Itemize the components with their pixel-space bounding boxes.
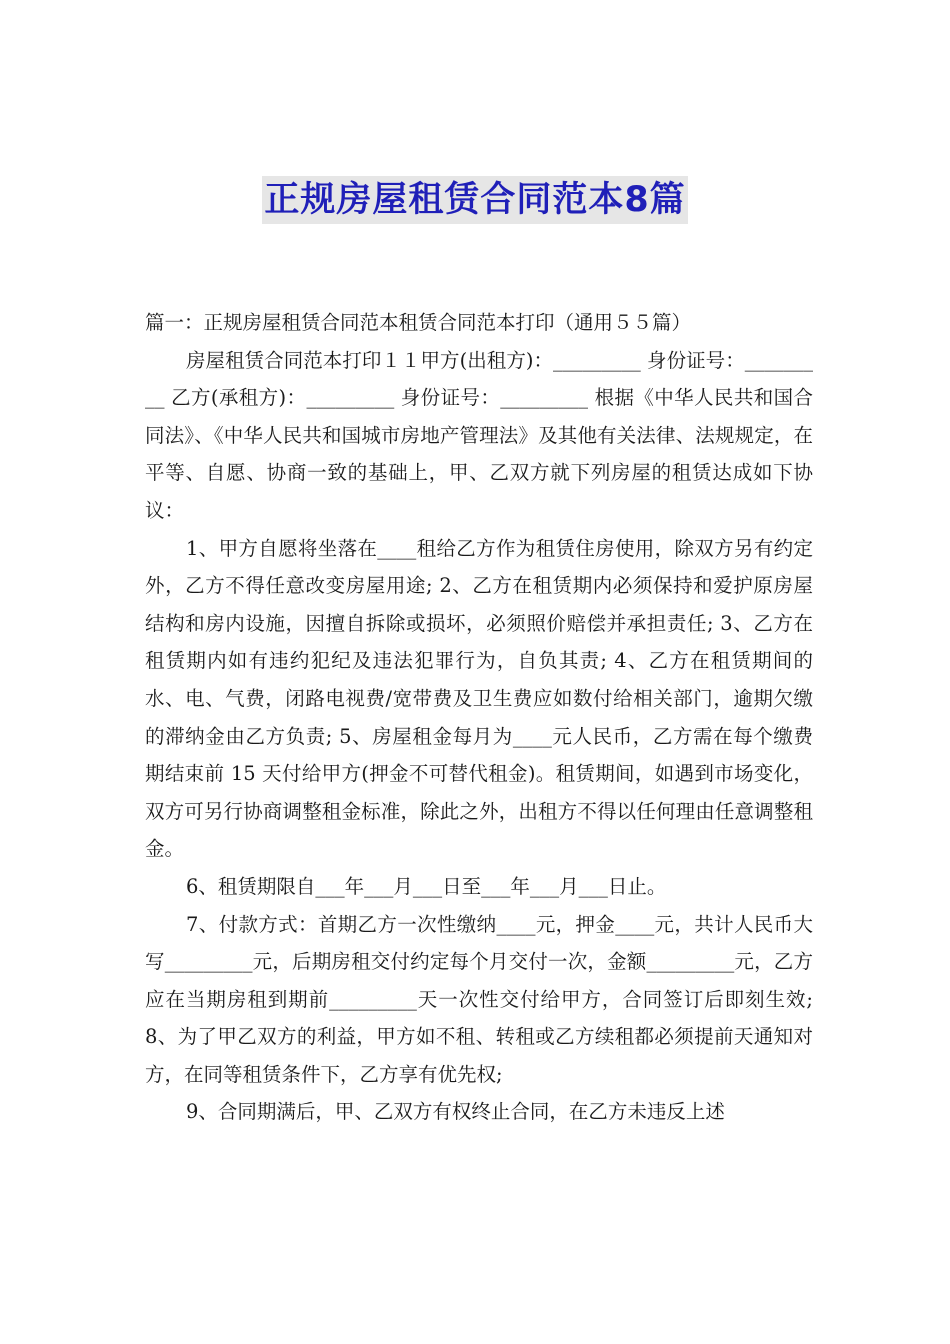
title-container bbox=[0, 176, 950, 224]
document-title: 正规房屋租赁合同范本8篇 bbox=[262, 176, 687, 224]
paragraph-section-heading: 篇一：正规房屋租赁合同范本租赁合同范本打印（通用５５篇） bbox=[145, 311, 692, 334]
paragraph-preamble: 房屋租赁合同范本打印１１甲方(出租方)：_________ 身份证号：_________ 乙方(承租方)：_________ 身份证号：_________ 根据《中华人民共和国合同法》、《中华人民共和国城市房地产管理法》及其他有关法律、法规规定，在平等、自愿、协商一致的基础上，甲、乙双方就下列房屋的租赁达成如下协议： bbox=[145, 348, 813, 522]
paragraph-clauses-7-8: 7、付款方式：首期乙方一次性缴纳____元，押金____元，共计人民币大写_________元，后期房租交付约定每个月交付一次，金额_________元，乙方应在当期房租到期前_________天一次性交付给甲方，合同签订后即刻生效; 8、为了甲乙双方的利益，甲方如不租、转租或乙方续租都必须提前天通知对方，在同等租赁条件下，乙方享有优先权; bbox=[145, 912, 813, 1086]
paragraph-clause-6: 6、租赁期限自___年___月___日至___年___月___日止。 bbox=[186, 874, 667, 898]
paragraph-clauses-1-5: 1、甲方自愿将坐落在____租给乙方作为租赁住房使用，除双方另有约定外，乙方不得任意改变房屋用途; 2、乙方在租赁期内必须保持和爱护原房屋结构和房内设施，因擅自拆除或损坏，必须照价赔偿并承担责任; 3、乙方在租赁期内如有违约犯纪及违法犯罪行为，自负其责; 4、乙方在租赁期间的水、电、气费，闭路电视费/宽带费及卫生费应如数付给相关部门，逾期欠缴的滞纳金由乙方负责; 5、房屋租金每月为____元人民币，乙方需在每个缴费期结束前 15 天付给甲方(押金不可替代租金)。租赁期间，如遇到市场变化，双方可另行协商调整租金标准，除此之外，出租方不得以任何理由任意调整租金。 bbox=[145, 536, 813, 861]
document-body bbox=[145, 304, 813, 1131]
paragraph-clause-9: 9、合同期满后，甲、乙双方有权终止合同，在乙方未违反上述 bbox=[186, 1100, 725, 1124]
